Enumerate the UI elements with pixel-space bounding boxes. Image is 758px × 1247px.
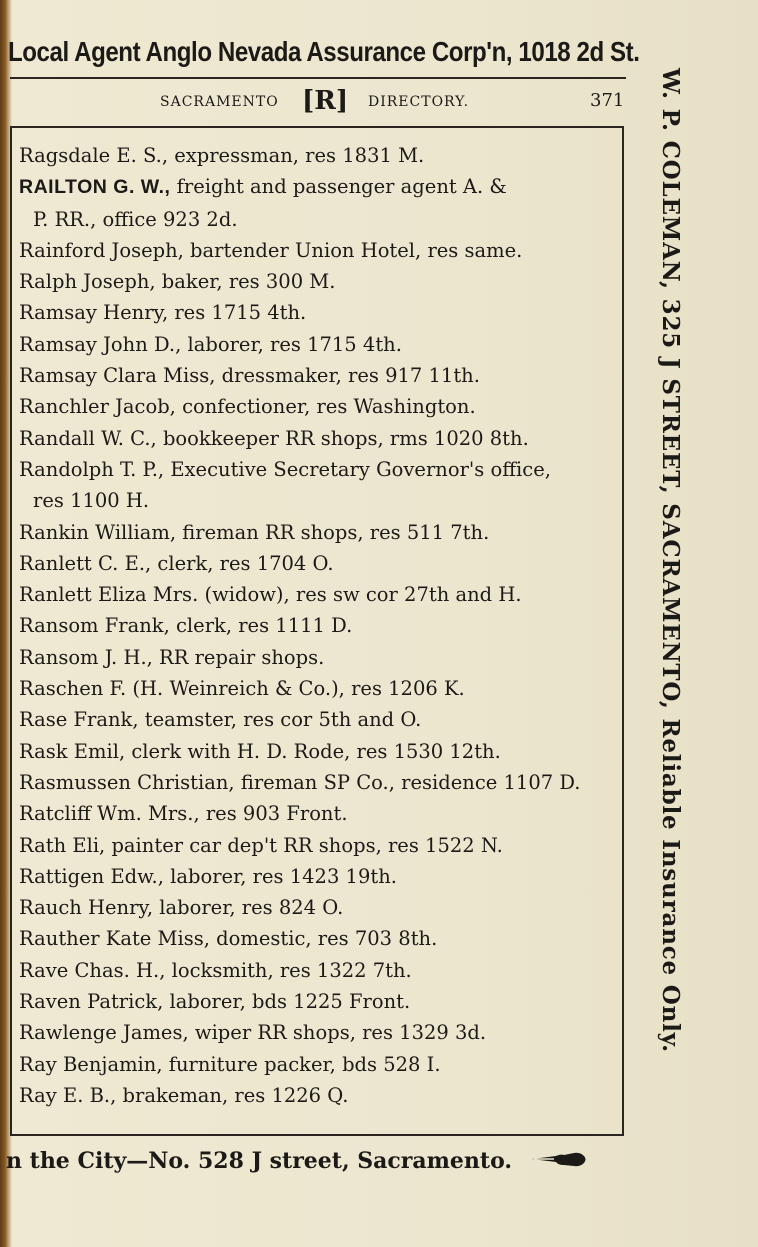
header-rule: [10, 77, 626, 79]
directory-entry: [19, 266, 621, 297]
directory-entry: [19, 892, 621, 923]
bottom-advertisement-text: n the City—No. 528 J street, Sacramento.: [6, 1148, 513, 1174]
entry-text: Ransom Frank, clerk, res 1111 D.: [19, 614, 353, 638]
entry-text: Ray Benjamin, furniture packer, bds 528 I.: [19, 1052, 441, 1076]
directory-entry: [19, 704, 621, 735]
running-head-city: SACRAMENTO: [160, 94, 279, 110]
entry-text: Ranlett Eliza Mrs. (widow), res sw cor 27th and H.: [19, 583, 522, 607]
directory-entry: [19, 861, 621, 892]
pointing-hand-icon: [530, 1148, 588, 1176]
entry-text: Ramsay John D., laborer, res 1715 4th.: [19, 332, 402, 356]
entry-text: Ramsay Henry, res 1715 4th.: [19, 301, 307, 325]
running-head-letter: [R]: [302, 86, 349, 116]
entry-text: Randolph T. P., Executive Secretary Governor's office,: [19, 457, 551, 481]
page-number: 371: [590, 90, 625, 111]
entry-bold-name: RAILTON G. W.,: [19, 176, 171, 199]
directory-entry: [19, 329, 621, 360]
directory-entries: [19, 140, 621, 1111]
entry-text: Rankin William, fireman RR shops, res 511 7th.: [19, 520, 490, 544]
entry-text: freight and passenger agent A. &: [170, 175, 507, 199]
running-head-directory: DIRECTORY.: [368, 94, 470, 110]
directory-entry: [19, 923, 621, 954]
entry-text: Ranlett C. E., clerk, res 1704 O.: [19, 551, 334, 575]
top-advertisement: Local Agent Anglo Nevada Assurance Corp'n, 1018 2d St.: [8, 36, 640, 67]
directory-entry: [19, 955, 621, 986]
entry-text: Raven Patrick, laborer, bds 1225 Front.: [19, 990, 411, 1014]
directory-entry: [19, 986, 621, 1017]
directory-entry: [19, 642, 621, 673]
directory-entry: [19, 517, 621, 548]
entry-text: Ratcliff Wm. Mrs., res 903 Front.: [19, 802, 348, 826]
entry-text: Rave Chas. H., locksmith, res 1322 7th.: [19, 958, 412, 982]
directory-entry: [19, 423, 621, 454]
entry-text: Ray E. B., brakeman, res 1226 Q.: [19, 1083, 349, 1107]
directory-entry: [19, 579, 621, 610]
directory-entry: [19, 235, 621, 266]
running-head: [10, 86, 630, 116]
entry-text: Raschen F. (H. Weinreich & Co.), res 1206 K.: [19, 677, 465, 701]
bottom-advertisement: [6, 1148, 646, 1182]
directory-entry: [19, 1080, 621, 1111]
directory-entry: [19, 736, 621, 767]
entry-text: Ramsay Clara Miss, dressmaker, res 917 11th.: [19, 364, 480, 388]
side-advertisement: [648, 68, 684, 1148]
entry-text: Rawlenge James, wiper RR shops, res 1329 3d.: [19, 1021, 487, 1045]
directory-entry: [19, 140, 621, 171]
directory-entry: [19, 767, 621, 798]
directory-entry: [19, 1017, 621, 1048]
entry-continuation: res 1100 H.: [33, 489, 150, 513]
directory-entry: [19, 171, 621, 235]
entry-text: Ralph Joseph, baker, res 300 M.: [19, 270, 336, 294]
directory-entry: [19, 610, 621, 641]
entry-text: Rauch Henry, laborer, res 824 O.: [19, 896, 344, 920]
entry-text: Rattigen Edw., laborer, res 1423 19th.: [19, 864, 397, 888]
directory-entry: [19, 830, 621, 861]
entry-text: Rauther Kate Miss, domestic, res 703 8th.: [19, 927, 438, 951]
entry-text: Rainford Joseph, bartender Union Hotel, res same.: [19, 238, 523, 262]
entry-text: Ragsdale E. S., expressman, res 1831 M.: [19, 144, 425, 167]
frame-left-rule: [10, 126, 12, 1136]
entry-text: Ransom J. H., RR repair shops.: [19, 645, 325, 669]
entry-text: Rasmussen Christian, fireman SP Co., residence 1107 D.: [19, 770, 581, 794]
entry-text: Ranchler Jacob, confectioner, res Washington.: [19, 395, 476, 419]
directory-entry: [19, 673, 621, 704]
entry-text: Rase Frank, teamster, res cor 5th and O.: [19, 708, 422, 732]
directory-entry: [19, 391, 621, 422]
entry-text: Rath Eli, painter car dep't RR shops, res 1522 N.: [19, 833, 503, 857]
directory-entry: [19, 360, 621, 391]
directory-entry: [19, 297, 621, 328]
directory-entry: [19, 454, 621, 517]
side-advertisement-text: W. P. COLEMAN, 325 J STREET, SACRAMENTO, Reliable Insurance Only.: [657, 68, 684, 1053]
entry-text: Rask Emil, clerk with H. D. Rode, res 1530 12th.: [19, 739, 501, 763]
directory-entry: [19, 798, 621, 829]
directory-entry: [19, 1049, 621, 1080]
entry-continuation: P. RR., office 923 2d.: [33, 207, 238, 231]
directory-entry: [19, 548, 621, 579]
entry-text: Randall W. C., bookkeeper RR shops, rms 1020 8th.: [19, 426, 529, 450]
